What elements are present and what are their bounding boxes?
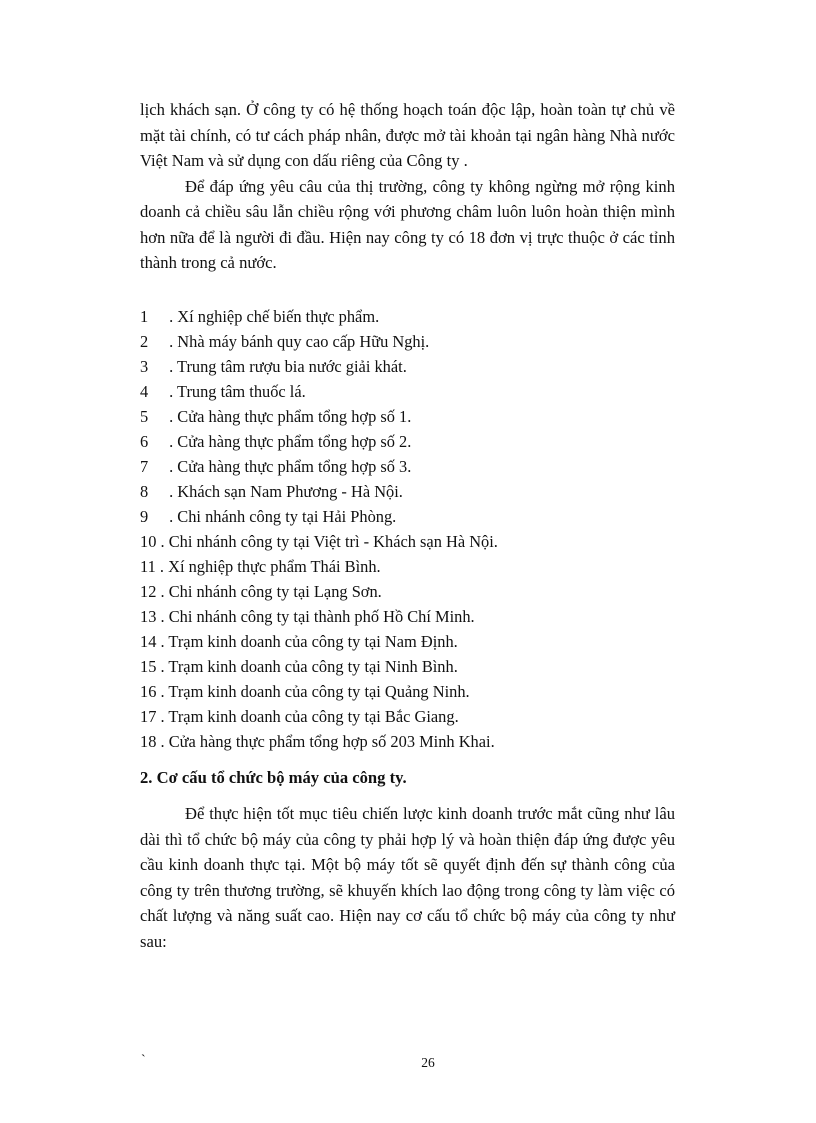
expansion-paragraph: Để đáp ứng yêu câu của thị trường, công ty không ngừng mở rộng kinh doanh cả chiều sâu lẫn chiều rộng với phương châm luôn luôn hoàn thiện mình hơn nữa để là người đi đầu. Hiện nay công ty có 18 đơn vị trực thuộc ở các tỉnh thành trong cả nước. bbox=[140, 176, 675, 272]
section-heading: 2. Cơ cấu tổ chức bộ máy của công ty. bbox=[140, 768, 407, 788]
footer-mark: ` bbox=[141, 1053, 146, 1068]
list-item: 15 . Trạm kinh doanh của công ty tại Ninh Bình. bbox=[140, 657, 458, 677]
subsidiary-units-list bbox=[140, 304, 675, 755]
list-item: 2 . Nhà máy bánh quy cao cấp Hữu Nghị. bbox=[140, 331, 430, 351]
list-item: 12 . Chi nhánh công ty tại Lạng Sơn. bbox=[140, 582, 382, 602]
list-item: 11 . Xí nghiệp thực phẩm Thái Bình. bbox=[140, 556, 381, 576]
list-item: 8 . Khách sạn Nam Phương - Hà Nội. bbox=[140, 481, 403, 501]
intro-paragraph: lịch khách sạn. Ở công ty có hệ thống hoạch toán độc lập, hoàn toàn tự chủ về mặt tài chính, có tư cách pháp nhân, được mở tài khoản tại ngân hàng Nhà nước Việt Nam và sử dụng con dấu riêng của Công ty . bbox=[140, 100, 675, 170]
list-item: 9 . Chi nhánh công ty tại Hải Phòng. bbox=[140, 506, 397, 526]
list-item: 10 . Chi nhánh công ty tại Việt trì - Khách sạn Hà Nội. bbox=[140, 531, 498, 551]
list-item: 16 . Trạm kinh doanh của công ty tại Quảng Ninh. bbox=[140, 682, 470, 702]
list-item: 18 . Cửa hàng thực phẩm tổng hợp số 203 Minh Khai. bbox=[140, 732, 495, 752]
page-number: 26 bbox=[421, 1055, 435, 1070]
section-paragraph: Để thực hiện tốt mục tiêu chiến lược kinh doanh trước mắt cũng như lâu dài thì tổ chức bộ máy của công ty phải hợp lý và hoàn thiện đáp ứng được yêu cầu kinh doanh thực tại. Một bộ máy tốt sẽ quyết định đến sự thành công của công ty trên thương trường, sẽ khuyến khích lao động trong công ty làm việc có chất lượng và năng suất cao. Hiện nay cơ cấu tổ chức bộ máy của công ty như sau: bbox=[140, 804, 675, 951]
list-item: 4 . Trung tâm thuốc lá. bbox=[140, 381, 306, 401]
list-item: 6 . Cửa hàng thực phẩm tổng hợp số 2. bbox=[140, 431, 412, 451]
list-item: 3 . Trung tâm rượu bia nước giải khát. bbox=[140, 356, 407, 376]
list-item: 14 . Trạm kinh doanh của công ty tại Nam Định. bbox=[140, 632, 458, 652]
list-item: 7 . Cửa hàng thực phẩm tổng hợp số 3. bbox=[140, 456, 412, 476]
list-item: 17 . Trạm kinh doanh của công ty tại Bắc Giang. bbox=[140, 707, 459, 727]
list-item: 5 . Cửa hàng thực phẩm tổng hợp số 1. bbox=[140, 406, 412, 426]
page-content bbox=[140, 97, 675, 954]
list-item: 1 . Xí nghiệp chế biến thực phẩm. bbox=[140, 306, 380, 326]
list-item: 13 . Chi nhánh công ty tại thành phố Hồ Chí Minh. bbox=[140, 607, 475, 627]
